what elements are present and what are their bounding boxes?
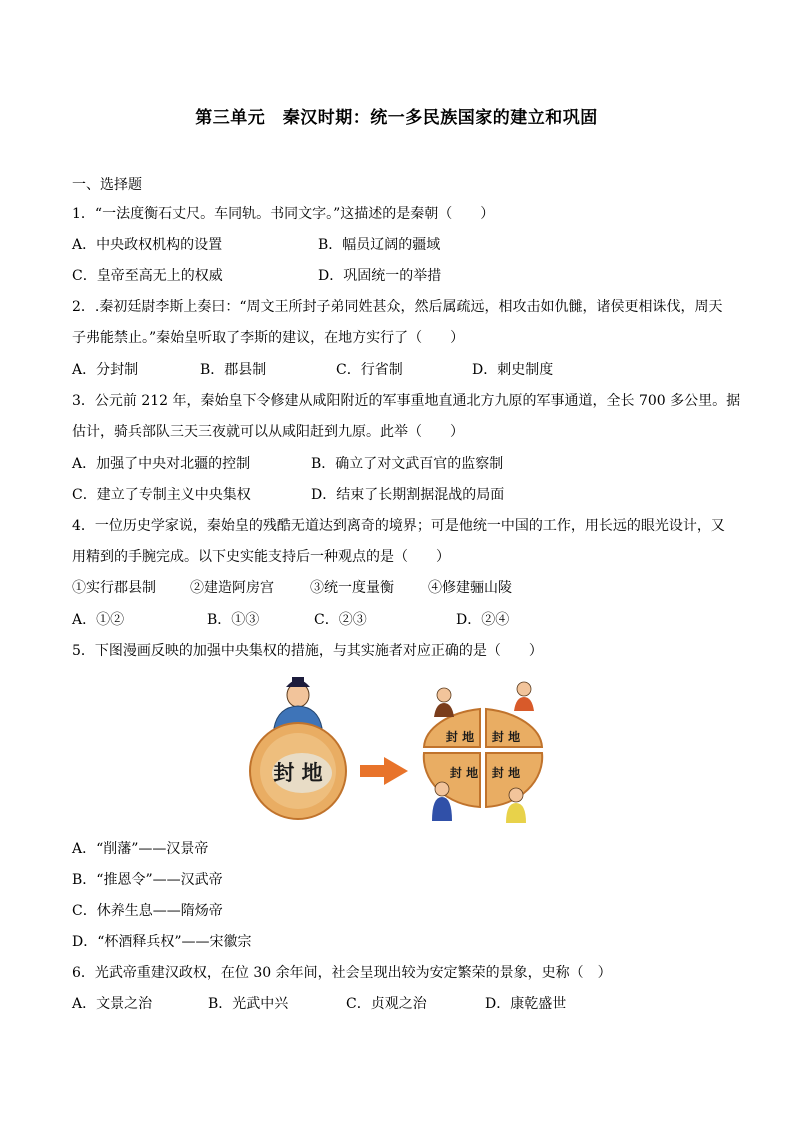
- question-1-stem: 1．“一法度衡石丈尺。车同轨。书同文字。”这描述的是秦朝（ ）: [72, 206, 495, 222]
- fief-label-3: 封 地: [449, 766, 479, 780]
- q4-option-d: D．②④: [456, 612, 510, 628]
- fief-label-1: 封 地: [445, 730, 475, 744]
- q3-option-a: A．加强了中央对北疆的控制: [72, 456, 251, 472]
- question-3-stem-line1: 3．公元前 212 年，秦始皇下令修建从咸阳附近的军事重地直通北方九原的军事通道，全长 700 多公里。据: [72, 393, 741, 409]
- cartoon-figure: [248, 673, 550, 825]
- q5-option-c: C．休养生息——隋炀帝: [72, 903, 223, 919]
- q4-item-1: ①实行郡县制: [72, 580, 156, 596]
- q6-option-a: A．文景之治: [72, 996, 153, 1012]
- q5-option-d: D．“杯酒释兵权”——宋徽宗: [72, 934, 252, 950]
- q2-option-a: A．分封制: [72, 362, 139, 378]
- q5-option-b: B．“推恩令”——汉武帝: [72, 872, 223, 888]
- q1-option-a: A．中央政权机构的设置: [72, 237, 223, 253]
- q1-option-c: C．皇帝至高无上的权威: [72, 268, 223, 284]
- question-2-stem-line1: 2．.秦初廷尉李斯上奏曰：“周文王所封子弟同姓甚众，然后属疏远，相攻击如仇雠，诸侯更相诛伐，周天: [72, 299, 723, 315]
- fief-label-4: 封 地: [491, 766, 521, 780]
- question-6-stem: 6．光武帝重建汉政权，在位 30 余年间，社会呈现出较为安定繁荣的景象，史称（ ）: [72, 965, 612, 981]
- q1-option-d: D．巩固统一的举措: [318, 268, 442, 284]
- q4-item-3: ③统一度量衡: [310, 580, 394, 596]
- q3-option-c: C．建立了专制主义中央集权: [72, 487, 251, 503]
- arrow-icon: [360, 757, 408, 785]
- q4-item-4: ④修建骊山陵: [428, 580, 512, 596]
- question-4-stem-line1: 4．一位历史学家说，秦始皇的残酷无道达到离奇的境界；可是他统一中国的工作，用长远的眼光设计，又: [72, 518, 725, 534]
- unit-title: 第三单元 秦汉时期：统一多民族国家的建立和巩固: [195, 108, 598, 128]
- q2-option-d: D．刺史制度: [472, 362, 554, 378]
- question-5-stem: 5．下图漫画反映的加强中央集权的措施，与其实施者对应正确的是（ ）: [72, 643, 543, 659]
- question-3-stem-line2: 估计，骑兵部队三天三夜就可以从咸阳赶到九原。此举（ ）: [72, 424, 464, 440]
- divided-fiefs-illustration: [424, 682, 542, 823]
- q3-option-d: D．结束了长期割据混战的局面: [311, 487, 505, 503]
- q4-option-a: A．①②: [72, 612, 125, 628]
- q6-option-d: D．康乾盛世: [485, 996, 567, 1012]
- q3-option-b: B．确立了对文武百官的监察制: [311, 456, 504, 472]
- q6-option-c: C．贞观之治: [346, 996, 427, 1012]
- question-2-stem-line2: 子弗能禁止。”秦始皇听取了李斯的建议，在地方实行了（ ）: [72, 330, 465, 346]
- single-fief-illustration: [250, 677, 346, 819]
- fief-label-2: 封 地: [491, 730, 521, 744]
- left-fief-label: 封 地: [273, 761, 323, 785]
- q2-option-c: C．行省制: [336, 362, 403, 378]
- question-4-stem-line2: 用精到的手腕完成。以下史实能支持后一种观点的是（ ）: [72, 549, 450, 565]
- q2-option-b: B．郡县制: [200, 362, 267, 378]
- q5-option-a: A．“削藩”——汉景帝: [72, 841, 209, 857]
- q4-option-b: B．①③: [207, 612, 260, 628]
- q1-option-b: B．幅员辽阔的疆域: [318, 237, 441, 253]
- q6-option-b: B．光武中兴: [208, 996, 289, 1012]
- q4-item-2: ②建造阿房宫: [190, 580, 274, 596]
- section-heading: 一、选择题: [72, 177, 142, 193]
- q4-option-c: C．②③: [314, 612, 367, 628]
